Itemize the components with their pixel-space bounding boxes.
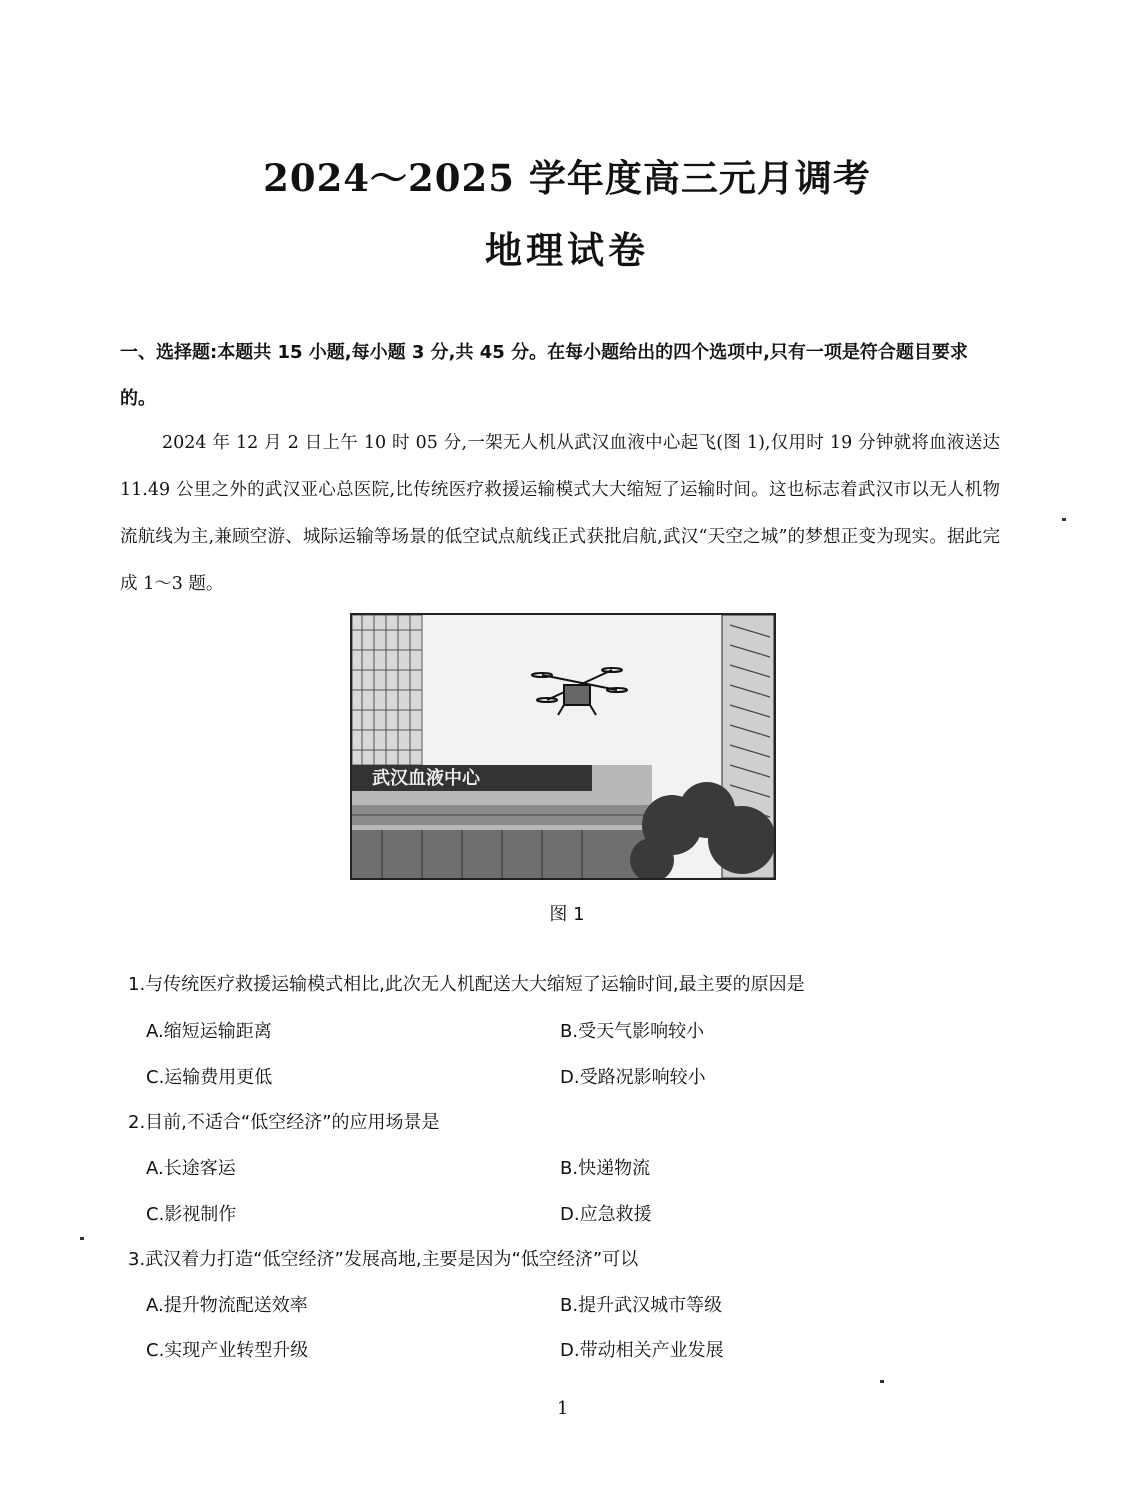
question-2-option-a[interactable]: A.长途客运: [146, 1158, 236, 1179]
question-2-stem: 2.目前,不适合“低空经济”的应用场景是: [128, 1112, 440, 1133]
section-heading: 一、选择题:本题共 15 小题,每小题 3 分,共 45 分。在每小题给出的四个选项中,只有一项是符合题目要求的。: [120, 342, 968, 409]
question-1-option-d[interactable]: D.受路况影响较小: [560, 1067, 706, 1088]
question-1-option-b[interactable]: B.受天气影响较小: [560, 1021, 705, 1042]
exam-title: 2024～2025 学年度高三元月调考: [263, 156, 871, 200]
question-3-stem: 3.武汉着力打造“低空经济”发展高地,主要是因为“低空经济”可以: [128, 1249, 639, 1270]
question-1-option-a[interactable]: A.缩短运输距离: [146, 1021, 272, 1042]
question-2-option-b[interactable]: B.快递物流: [560, 1158, 651, 1179]
question-3-option-b[interactable]: B.提升武汉城市等级: [560, 1295, 723, 1316]
question-2-option-c[interactable]: C.影视制作: [146, 1204, 237, 1225]
passage-text: 2024 年 12 月 2 日上午 10 时 05 分,一架无人机从武汉血液中心起飞(图 1),仅用时 19 分钟就将血液送达 11.49 公里之外的武汉亚心总医院,比传统医疗救援运输模式大大缩短了运输时间。这也标志着武汉市以无人机物流航线为主,兼顾空游、城际运输等场景的低空试点航线正式获批启航,武汉“天空之城”的梦想正变为现实。据此完成 1～3 题。: [120, 433, 1000, 594]
figure-caption: 图 1: [549, 904, 585, 925]
blood-center-building: [352, 765, 652, 878]
exam-subject: 地理试卷: [485, 228, 649, 272]
left-building: [352, 615, 422, 765]
question-3-option-d[interactable]: D.带动相关产业发展: [560, 1340, 724, 1361]
question-1-option-c[interactable]: C.运输费用更低: [146, 1067, 273, 1088]
scan-speck: [1062, 518, 1066, 521]
blood-center-sign: 武汉血液中心: [372, 768, 480, 789]
scan-speck: [80, 1237, 84, 1240]
drone-photo: [352, 615, 774, 878]
scan-speck: [880, 1380, 884, 1383]
page-number: 1: [557, 1398, 569, 1419]
question-1-stem: 1.与传统医疗救援运输模式相比,此次无人机配送大大缩短了运输时间,最主要的原因是: [128, 974, 805, 995]
question-3-option-c[interactable]: C.实现产业转型升级: [146, 1340, 309, 1361]
question-2-option-d[interactable]: D.应急救援: [560, 1204, 652, 1225]
figure-1-photo: [350, 613, 776, 880]
question-3-option-a[interactable]: A.提升物流配送效率: [146, 1295, 308, 1316]
